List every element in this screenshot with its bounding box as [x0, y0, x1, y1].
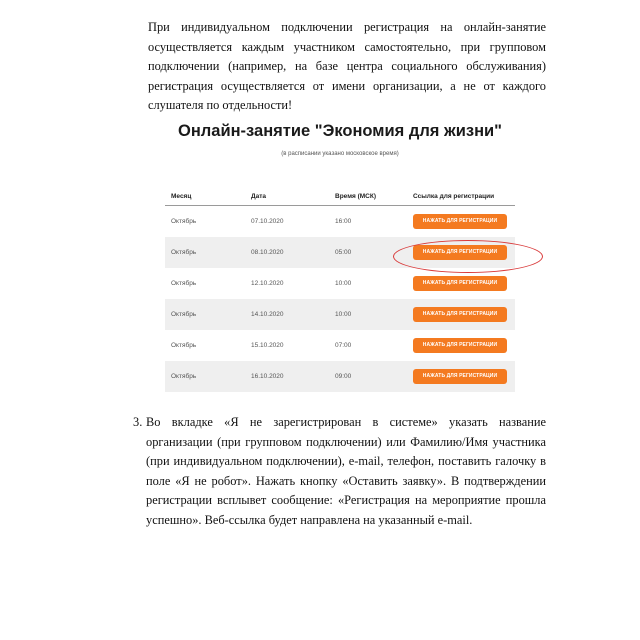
cell-date: 16.10.2020: [251, 373, 284, 380]
cell-time: 09:00: [335, 373, 352, 380]
register-button[interactable]: НАЖАТЬ ДЛЯ РЕГИСТРАЦИИ: [413, 338, 507, 353]
cell-date: 12.10.2020: [251, 280, 284, 287]
cell-month: Октябрь: [171, 373, 197, 380]
table-row: [165, 330, 515, 361]
cell-month: Октябрь: [171, 280, 197, 287]
schedule-table: [165, 188, 515, 392]
column-header-time: Время (МСК): [335, 193, 377, 200]
cell-date: 07.10.2020: [251, 218, 284, 225]
cell-time: 07:00: [335, 342, 352, 349]
register-button[interactable]: НАЖАТЬ ДЛЯ РЕГИСТРАЦИИ: [413, 276, 507, 291]
register-button[interactable]: НАЖАТЬ ДЛЯ РЕГИСТРАЦИИ: [413, 369, 507, 384]
cell-date: 14.10.2020: [251, 311, 284, 318]
step-number: 3.: [133, 415, 143, 429]
cell-date: 15.10.2020: [251, 342, 284, 349]
instruction-step-3: [133, 413, 546, 530]
cell-date: 08.10.2020: [251, 249, 284, 256]
schedule-header-row: [165, 188, 515, 206]
register-button[interactable]: НАЖАТЬ ДЛЯ РЕГИСТРАЦИИ: [413, 214, 507, 229]
table-row: [165, 299, 515, 330]
table-row: [165, 268, 515, 299]
column-header-date: Дата: [251, 193, 267, 200]
cell-month: Октябрь: [171, 311, 197, 318]
cell-month: Октябрь: [171, 249, 197, 256]
step-text: Во вкладке «Я не зарегистрирован в системе» указать название организации (при групповом подключении) или Фамилию/Имя участника (при индивидуальном подключении), e-mail, телефон, поставить галочку в поле «Я не робот». Нажать кнопку «Оставить заявку». В подтверждении регистрации всплывет сообщение: «Регистрация на мероприятие прошла успешно». Веб-ссылка будет направлена на указанный e-mail.: [146, 415, 546, 527]
cell-time: 16:00: [335, 218, 352, 225]
cell-time: 10:00: [335, 311, 352, 318]
cell-month: Октябрь: [171, 218, 197, 225]
column-header-month: Месяц: [171, 193, 192, 200]
cell-time: 10:00: [335, 280, 352, 287]
table-row: [165, 361, 515, 392]
cell-time: 05:00: [335, 249, 352, 256]
schedule-title: Онлайн-занятие "Экономия для жизни": [177, 122, 502, 140]
column-header-link: Ссылка для регистрации: [413, 193, 495, 200]
table-row: [165, 206, 515, 237]
register-button[interactable]: НАЖАТЬ ДЛЯ РЕГИСТРАЦИИ: [413, 245, 507, 260]
cell-month: Октябрь: [171, 342, 197, 349]
schedule-subtitle: (в расписании указано московское время): [281, 151, 399, 157]
register-button[interactable]: НАЖАТЬ ДЛЯ РЕГИСТРАЦИИ: [413, 307, 507, 322]
intro-paragraph: При индивидуальном подключении регистрация на онлайн-занятие осуществляется каждым участником самостоятельно, при групповом подключении (например, на базе центра социального обслуживания) регистрация осуществляется от имени организации, а не от каждого слушателя по отдельности!: [148, 20, 546, 112]
table-row: [165, 237, 515, 268]
